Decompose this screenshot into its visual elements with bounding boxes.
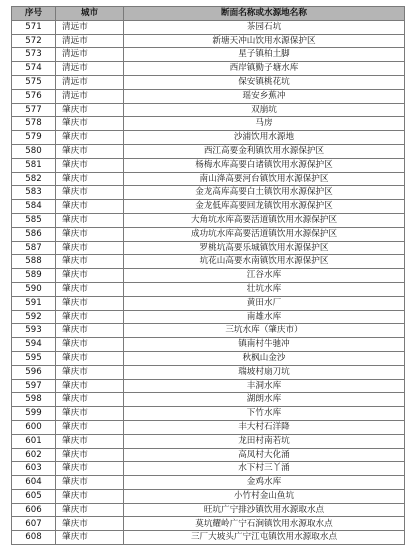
cell-city: 肇庆市: [56, 489, 124, 503]
cell-source-name: 瑞坡村扇刀坑: [124, 365, 405, 379]
cell-city: 清远市: [56, 20, 124, 34]
table-row: [12, 144, 405, 158]
cell-serial-number: 601: [12, 434, 56, 448]
cell-serial-number: 572: [12, 34, 56, 48]
table-row: [12, 310, 405, 324]
cell-serial-number: 607: [12, 517, 56, 531]
cell-city: 肇庆市: [56, 241, 124, 255]
cell-city: 肇庆市: [56, 144, 124, 158]
cell-city: 肇庆市: [56, 434, 124, 448]
table-row: [12, 255, 405, 269]
table-row: [12, 476, 405, 490]
header-city: 城市: [56, 7, 124, 21]
cell-source-name: 金龙低库高要回龙镇饮用水源保护区: [124, 200, 405, 214]
cell-city: 肇庆市: [56, 420, 124, 434]
cell-serial-number: 590: [12, 282, 56, 296]
table-body: [12, 20, 405, 544]
table-row: [12, 282, 405, 296]
table-row: [12, 324, 405, 338]
cell-city: 清远市: [56, 48, 124, 62]
cell-city: 肇庆市: [56, 379, 124, 393]
cell-source-name: 星子镇柏土脚: [124, 48, 405, 62]
table-row: [12, 462, 405, 476]
cell-city: 肇庆市: [56, 172, 124, 186]
cell-city: 清远市: [56, 62, 124, 76]
cell-source-name: 瑶安乡蕉冲: [124, 89, 405, 103]
cell-source-name: 秋枫山金沙: [124, 351, 405, 365]
cell-city: 清远市: [56, 89, 124, 103]
cell-serial-number: 594: [12, 338, 56, 352]
cell-city: 肇庆市: [56, 393, 124, 407]
table-row: [12, 420, 405, 434]
cell-serial-number: 591: [12, 296, 56, 310]
table-row: [12, 158, 405, 172]
cell-source-name: 大角坑水库高要活道镇饮用水源保护区: [124, 213, 405, 227]
table-row: [12, 62, 405, 76]
cell-source-name: 新塘天冲山饮用水源保护区: [124, 34, 405, 48]
cell-source-name: 三坑水库（肇庆市）: [124, 324, 405, 338]
cell-source-name: 杨梅水库高要白诸镇饮用水源保护区: [124, 158, 405, 172]
cell-city: 肇庆市: [56, 476, 124, 490]
cell-source-name: 湖朗水库: [124, 393, 405, 407]
header-section-or-source-name: 断面名称或水源地名称: [124, 7, 405, 21]
cell-serial-number: 583: [12, 186, 56, 200]
cell-source-name: 壮坑水库: [124, 282, 405, 296]
cell-city: 肇庆市: [56, 269, 124, 283]
cell-source-name: 龙田村南若坑: [124, 434, 405, 448]
table-row: [12, 186, 405, 200]
cell-city: 肇庆市: [56, 255, 124, 269]
cell-serial-number: 599: [12, 407, 56, 421]
cell-city: 肇庆市: [56, 365, 124, 379]
table-row: [12, 34, 405, 48]
cell-source-name: 三厂大坡头广宁江屯镇饮用水源取水点: [124, 531, 405, 545]
table-row: [12, 269, 405, 283]
cell-city: 肇庆市: [56, 213, 124, 227]
cell-source-name: 南雄水库: [124, 310, 405, 324]
cell-source-name: 双崩坑: [124, 103, 405, 117]
table-row: [12, 517, 405, 531]
cell-serial-number: 585: [12, 213, 56, 227]
cell-city: 肇庆市: [56, 517, 124, 531]
cell-city: 肇庆市: [56, 448, 124, 462]
table-row: [12, 89, 405, 103]
cell-source-name: 马房: [124, 117, 405, 131]
cell-serial-number: 605: [12, 489, 56, 503]
cell-city: 肇庆市: [56, 117, 124, 131]
cell-source-name: 金鸡水库: [124, 476, 405, 490]
cell-source-name: 南山洚高要河台镇饮用水源保护区: [124, 172, 405, 186]
cell-city: 肇庆市: [56, 351, 124, 365]
cell-source-name: 小竹村金山鱼坑: [124, 489, 405, 503]
table-row: [12, 351, 405, 365]
table-row: [12, 227, 405, 241]
table-row: [12, 20, 405, 34]
cell-serial-number: 600: [12, 420, 56, 434]
table-row: [12, 448, 405, 462]
cell-serial-number: 587: [12, 241, 56, 255]
cell-serial-number: 579: [12, 131, 56, 145]
cell-source-name: 水下村三丫涌: [124, 462, 405, 476]
cell-serial-number: 604: [12, 476, 56, 490]
cell-serial-number: 592: [12, 310, 56, 324]
table-row: [12, 241, 405, 255]
cell-source-name: 高凤村大化涌: [124, 448, 405, 462]
table-row: [12, 379, 405, 393]
cell-serial-number: 574: [12, 62, 56, 76]
table-row: [12, 213, 405, 227]
table-row: [12, 531, 405, 545]
header-serial-number: 序号: [12, 7, 56, 21]
cell-city: 清远市: [56, 34, 124, 48]
cell-serial-number: 578: [12, 117, 56, 131]
cell-city: 清远市: [56, 75, 124, 89]
cell-source-name: 丰洞水库: [124, 379, 405, 393]
cell-city: 肇庆市: [56, 200, 124, 214]
cell-serial-number: 573: [12, 48, 56, 62]
cell-city: 肇庆市: [56, 531, 124, 545]
cell-city: 肇庆市: [56, 503, 124, 517]
cell-city: 肇庆市: [56, 462, 124, 476]
cell-source-name: 西岸镇勤子塘水库: [124, 62, 405, 76]
cell-city: 肇庆市: [56, 282, 124, 296]
cell-source-name: 茶园石坑: [124, 20, 405, 34]
cell-serial-number: 588: [12, 255, 56, 269]
cell-serial-number: 584: [12, 200, 56, 214]
cell-source-name: 成功坑水库高要活道镇饮用水源保护区: [124, 227, 405, 241]
cell-source-name: 丰大村石洋降: [124, 420, 405, 434]
table-row: [12, 407, 405, 421]
table-header-row: [12, 7, 405, 21]
cell-city: 肇庆市: [56, 407, 124, 421]
cell-source-name: 黄田水厂: [124, 296, 405, 310]
cell-city: 肇庆市: [56, 131, 124, 145]
cell-serial-number: 571: [12, 20, 56, 34]
cell-serial-number: 608: [12, 531, 56, 545]
cell-source-name: 江谷水库: [124, 269, 405, 283]
table-row: [12, 338, 405, 352]
table-row: [12, 365, 405, 379]
cell-source-name: 莫坑耀岭广宁石涧镇饮用水源取水点: [124, 517, 405, 531]
cell-city: 肇庆市: [56, 227, 124, 241]
table-row: [12, 131, 405, 145]
cell-city: 肇庆市: [56, 186, 124, 200]
cell-source-name: 下竹水库: [124, 407, 405, 421]
cell-source-name: 旺坑广宁排沙镇饮用水源取水点: [124, 503, 405, 517]
cell-city: 肇庆市: [56, 310, 124, 324]
cell-serial-number: 596: [12, 365, 56, 379]
table-row: [12, 503, 405, 517]
cell-source-name: 坑花山高要水南镇饮用水源保护区: [124, 255, 405, 269]
cell-source-name: 沙浦饮用水源地: [124, 131, 405, 145]
table-row: [12, 434, 405, 448]
cell-serial-number: 586: [12, 227, 56, 241]
table-row: [12, 393, 405, 407]
cell-serial-number: 577: [12, 103, 56, 117]
table-row: [12, 103, 405, 117]
cell-serial-number: 597: [12, 379, 56, 393]
cell-city: 肇庆市: [56, 103, 124, 117]
cell-city: 肇庆市: [56, 324, 124, 338]
cell-serial-number: 593: [12, 324, 56, 338]
cell-serial-number: 580: [12, 144, 56, 158]
cell-source-name: 西江高要金利镇饮用水源保护区: [124, 144, 405, 158]
cell-city: 肇庆市: [56, 296, 124, 310]
cell-serial-number: 603: [12, 462, 56, 476]
cell-serial-number: 576: [12, 89, 56, 103]
table-row: [12, 75, 405, 89]
cell-serial-number: 582: [12, 172, 56, 186]
table-row: [12, 48, 405, 62]
cell-serial-number: 598: [12, 393, 56, 407]
cell-source-name: 镇南村牛驰冲: [124, 338, 405, 352]
cell-serial-number: 602: [12, 448, 56, 462]
cell-serial-number: 595: [12, 351, 56, 365]
table-row: [12, 200, 405, 214]
cell-city: 肇庆市: [56, 158, 124, 172]
cell-serial-number: 581: [12, 158, 56, 172]
water-source-table: [11, 6, 405, 545]
table-row: [12, 172, 405, 186]
table-row: [12, 489, 405, 503]
cell-city: 肇庆市: [56, 338, 124, 352]
cell-serial-number: 606: [12, 503, 56, 517]
table-row: [12, 117, 405, 131]
cell-source-name: 保安镇桃花坑: [124, 75, 405, 89]
table-row: [12, 296, 405, 310]
cell-serial-number: 589: [12, 269, 56, 283]
cell-source-name: 罗桃坑高要乐城镇饮用水源保护区: [124, 241, 405, 255]
cell-source-name: 金龙高库高要白土镇饮用水源保护区: [124, 186, 405, 200]
cell-serial-number: 575: [12, 75, 56, 89]
